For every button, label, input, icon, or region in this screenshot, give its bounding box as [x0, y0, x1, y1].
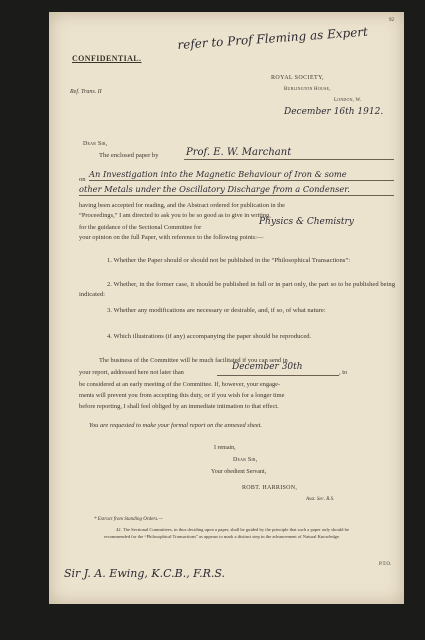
page-number: 92	[389, 18, 394, 23]
reference: Ref. Trans. II	[70, 89, 102, 95]
closing-dear: Dear Sir,	[233, 457, 258, 463]
address-line-1: Burlington House,	[284, 87, 331, 92]
confidential-label: CONFIDENTIAL.	[72, 54, 142, 63]
handwritten-annotation: refer to Prof Fleming as Expert	[177, 24, 369, 52]
committee-name: Physics & Chemistry	[259, 217, 354, 227]
business-line-2a: your report, addressed here not later than	[79, 369, 184, 376]
point-1: 1. Whether the Paper should or should not be published in the “Philosophical Transactions”:	[107, 257, 351, 264]
paper-title-line-2: other Metals under the Oscillatory Discharge from a Condenser.	[79, 184, 350, 194]
business-line-4: ments will prevent you from accepting this duty, or if you wish for a longer time	[79, 392, 285, 399]
paper-title-line-1: An Investigation into the Magnetic Behaviour of Iron & some	[89, 169, 347, 179]
closing-servant: Your obedient Servant,	[211, 469, 267, 475]
point-2: 2. Whether, in the former case, it should be published in full or in part only, the part so to be published being indicated:	[79, 281, 395, 298]
business-line-2b: , to	[339, 369, 348, 376]
business-line-1: The business of the Committee will be much facilitated if you can send in	[99, 357, 288, 364]
address-line-2: London, W.	[334, 98, 362, 103]
signer-name: ROBT. HARRISON,	[242, 485, 298, 491]
signer-title: Asst. Sec. R.S.	[306, 497, 335, 502]
report-request: You are requested to make your formal report on the annexed sheet.	[89, 422, 262, 429]
closing-remain: I remain,	[214, 445, 236, 451]
point-3: 3. Whether any modifications are necessary or desirable, and, if so, of what nature:	[107, 307, 326, 314]
body-line-b: “Proceedings,” I am directed to ask you to be so good as to give in writing,	[79, 212, 271, 219]
addressee: Sir J. A. Ewing, K.C.B., F.R.S.	[64, 567, 226, 580]
pto-label: P.T.O.	[379, 562, 392, 567]
point-4: 4. Which illustrations (if any) accompanying the paper should be reproduced.	[107, 333, 312, 340]
deadline-date: December 30th	[232, 362, 303, 372]
extract-label: * Extract from Standing Orders.—	[94, 517, 163, 522]
on-label: on	[79, 176, 86, 183]
enclosed-prefix: The enclosed paper by	[99, 152, 159, 159]
author-name: Prof. E. W. Marchant	[186, 147, 292, 158]
salutation: Dear Sir,	[83, 141, 108, 147]
extract-text: 42. The Sectional Committees, in thus deciding upon a paper, shall be guided by the principle that such a paper only should be recommended for the “Philosophical Transactions” as appears to mark a distinct step in the advancement of Natural Knowledge.	[104, 527, 349, 539]
society-name: ROYAL SOCIETY,	[271, 75, 324, 81]
body-line-a: having been accepted for reading, and the Abstract ordered for publication in the	[79, 202, 286, 209]
letter-date: December 16th 1912.	[284, 107, 384, 117]
letter-page	[49, 12, 404, 604]
business-line-5: before reporting, I shall feel obliged by an immediate intimation to that effect.	[79, 403, 279, 410]
body-line-d: your opinion on the full Paper, with reference to the following points:—	[79, 234, 264, 241]
business-line-3: be considered at an early meeting of the Committee. If, however, your engage-	[79, 381, 281, 388]
body-line-c: for the guidance of the Sectional Committee for	[79, 224, 202, 231]
